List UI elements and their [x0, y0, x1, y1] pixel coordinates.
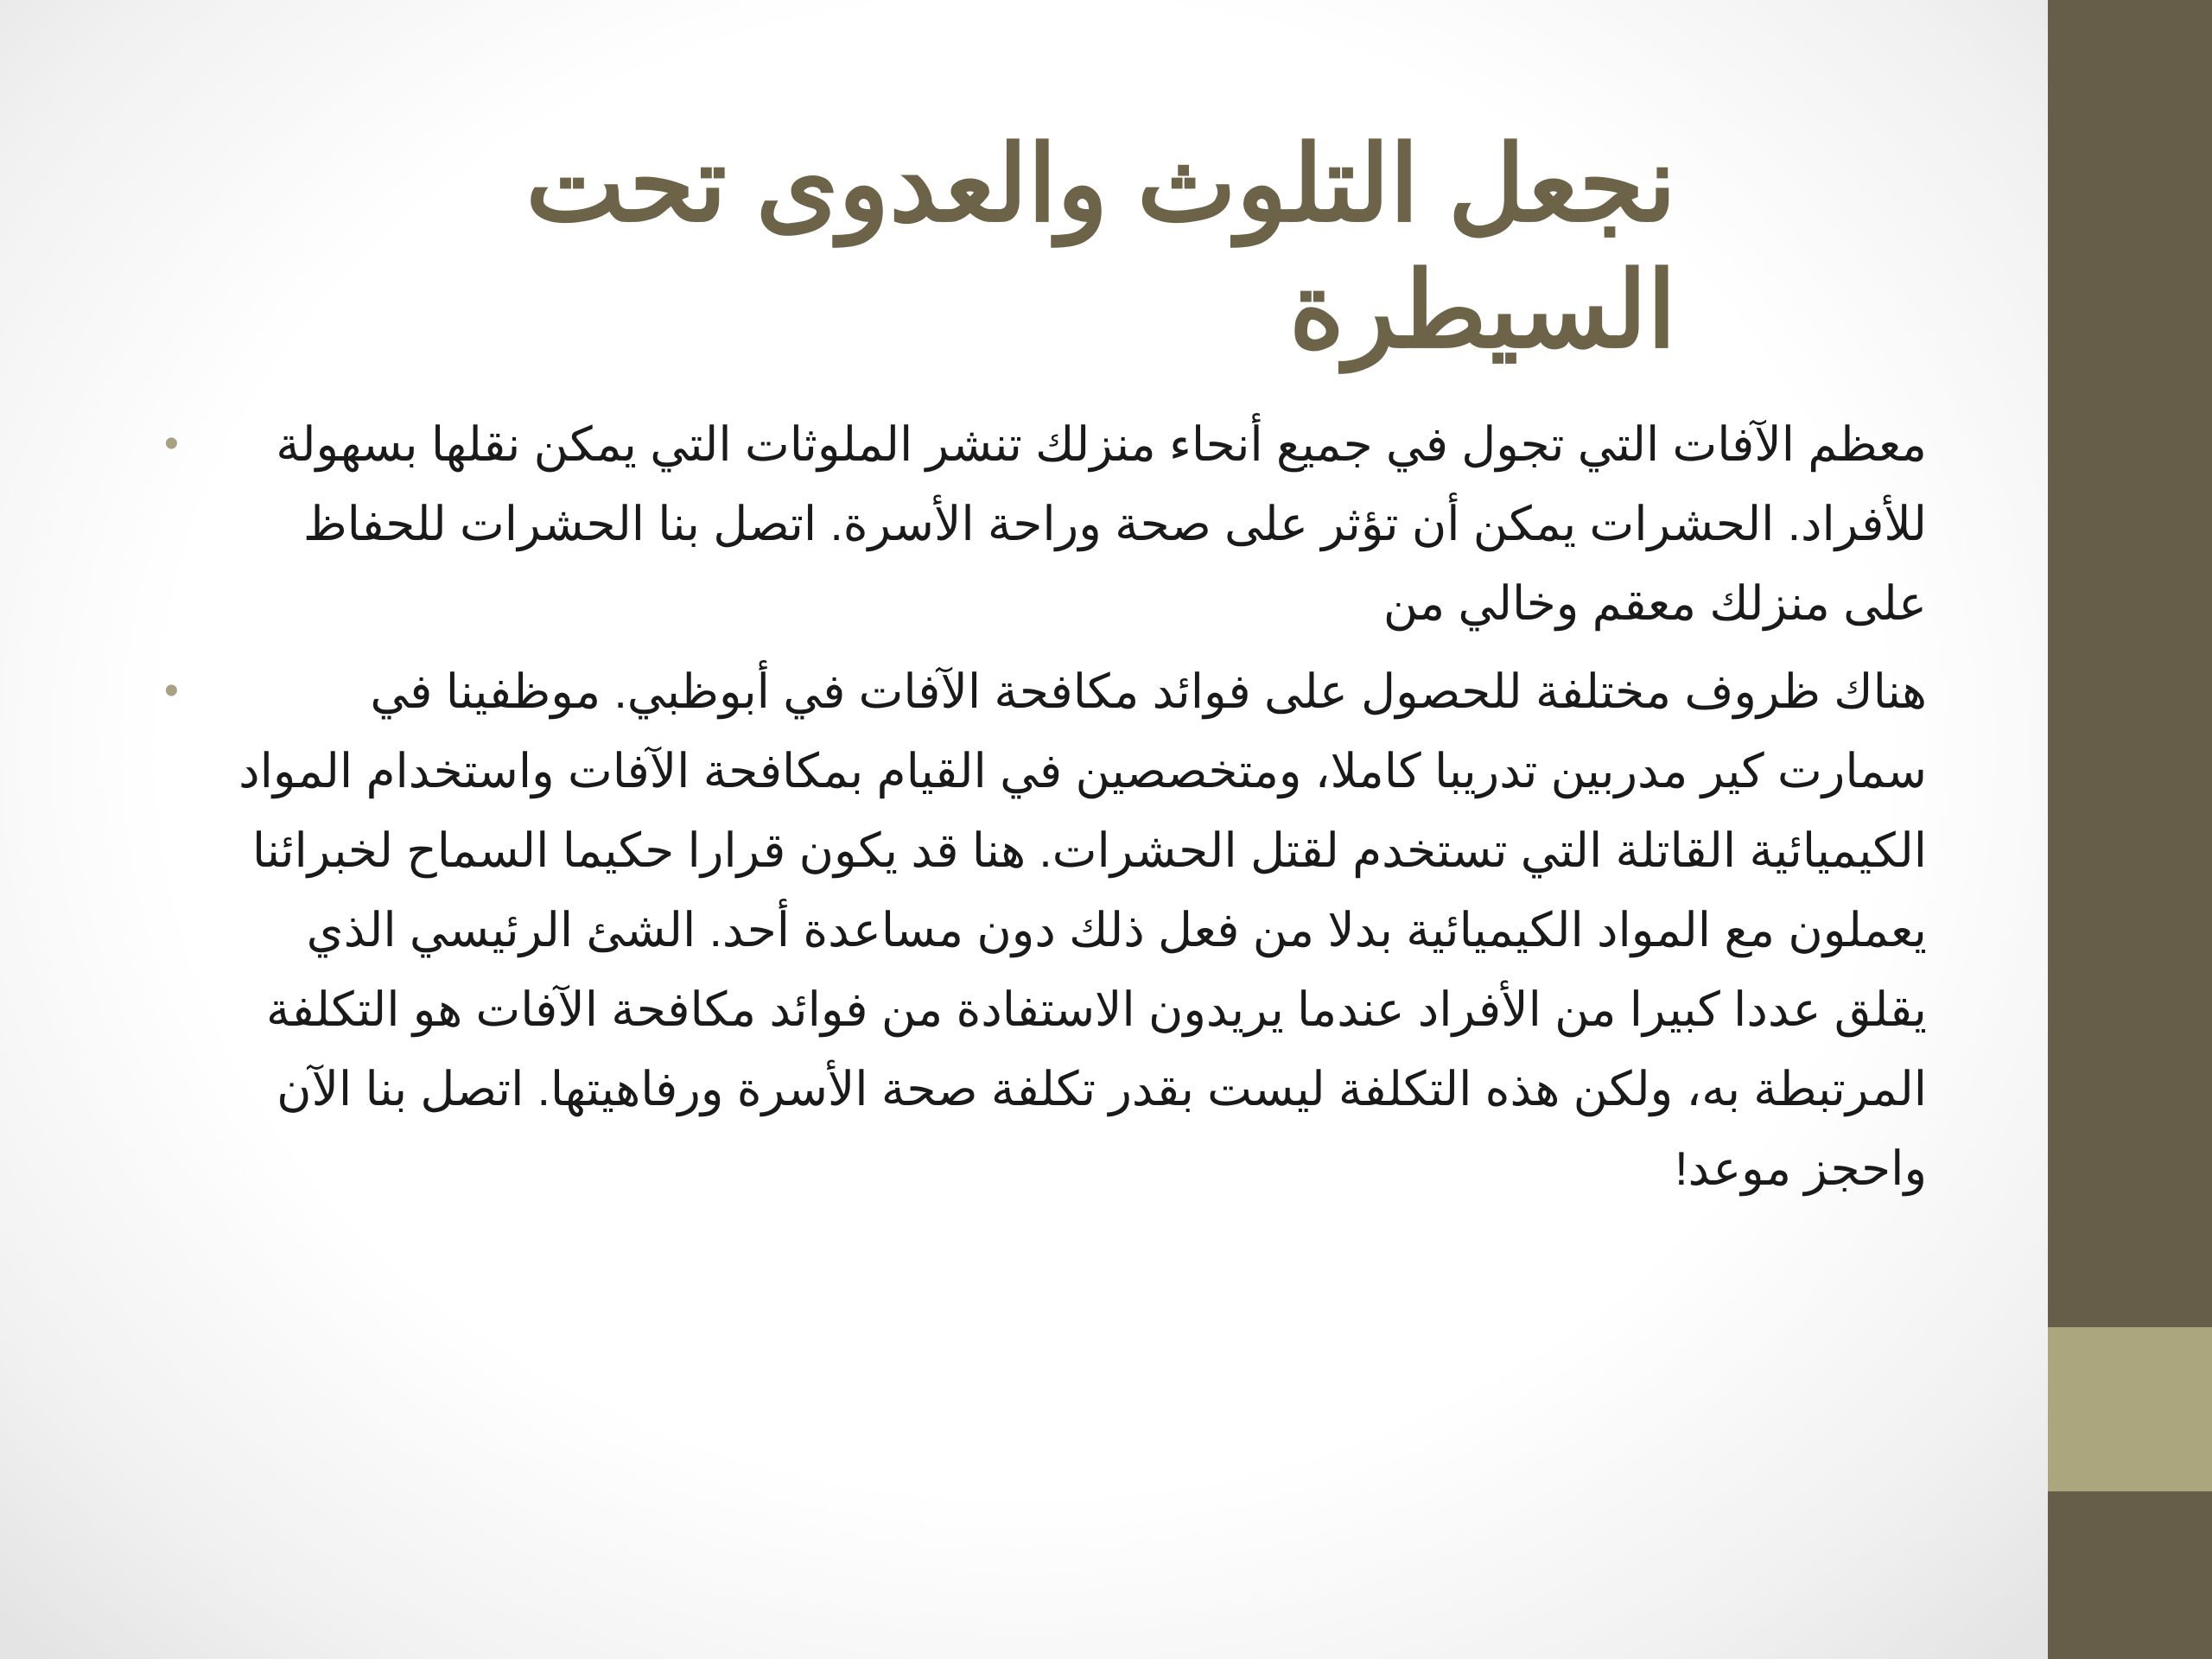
sidebar-dark-block — [2048, 0, 2212, 1327]
bullet-list — [164, 404, 1927, 1217]
bullet-text: معظم الآفات التي تجول في جميع أنحاء منزلك تنشر الملوثات التي يمكن نقلها بسهولة للأفراد. الحشرات يمكن أن تؤثر على صحة وراحة الأسرة. اتصل بنا الحشرات للحفاظ على منزلك معقم وخالي من — [276, 417, 1927, 630]
bullet-item — [164, 652, 1927, 1208]
sidebar-accent-block — [2048, 1327, 2212, 1491]
bullet-text: هناك ظروف مختلفة للحصول على فوائد مكافحة الآفات في أبوظبي. موظفينا في سمارت كير مدربين تدريبا كاملا، ومتخصصين في القيام بمكافحة الآفات واستخدام المواد الكيميائية القاتلة التي تستخدم لقتل الحشرات. هنا قد يكون قرارا حكيما السماح لخبرائنا يعملون مع المواد الكيميائية بدلا من فعل ذلك دون مساعدة أحد. الشئ الرئيسي الذي يقلق عددا كبيرا من الأفراد عندما يريدون الاستفادة من فوائد مكافحة الآفات هو التكلفة المرتبطة به، ولكن هذه التكلفة ليست بقدر تكلفة صحة الأسرة ورفاهيتها. اتصل بنا الآن واحجز موعد! — [238, 664, 1927, 1195]
decorative-sidebar — [2048, 0, 2212, 1659]
slide-title: نجعل التلوث والعدوى تحت السيطرة — [525, 125, 1676, 370]
sidebar-dark-block-bottom — [2048, 1491, 2212, 1659]
bullet-marker-icon: • — [164, 421, 179, 467]
bullet-item — [164, 404, 1927, 643]
bullet-marker-icon: • — [164, 668, 179, 714]
